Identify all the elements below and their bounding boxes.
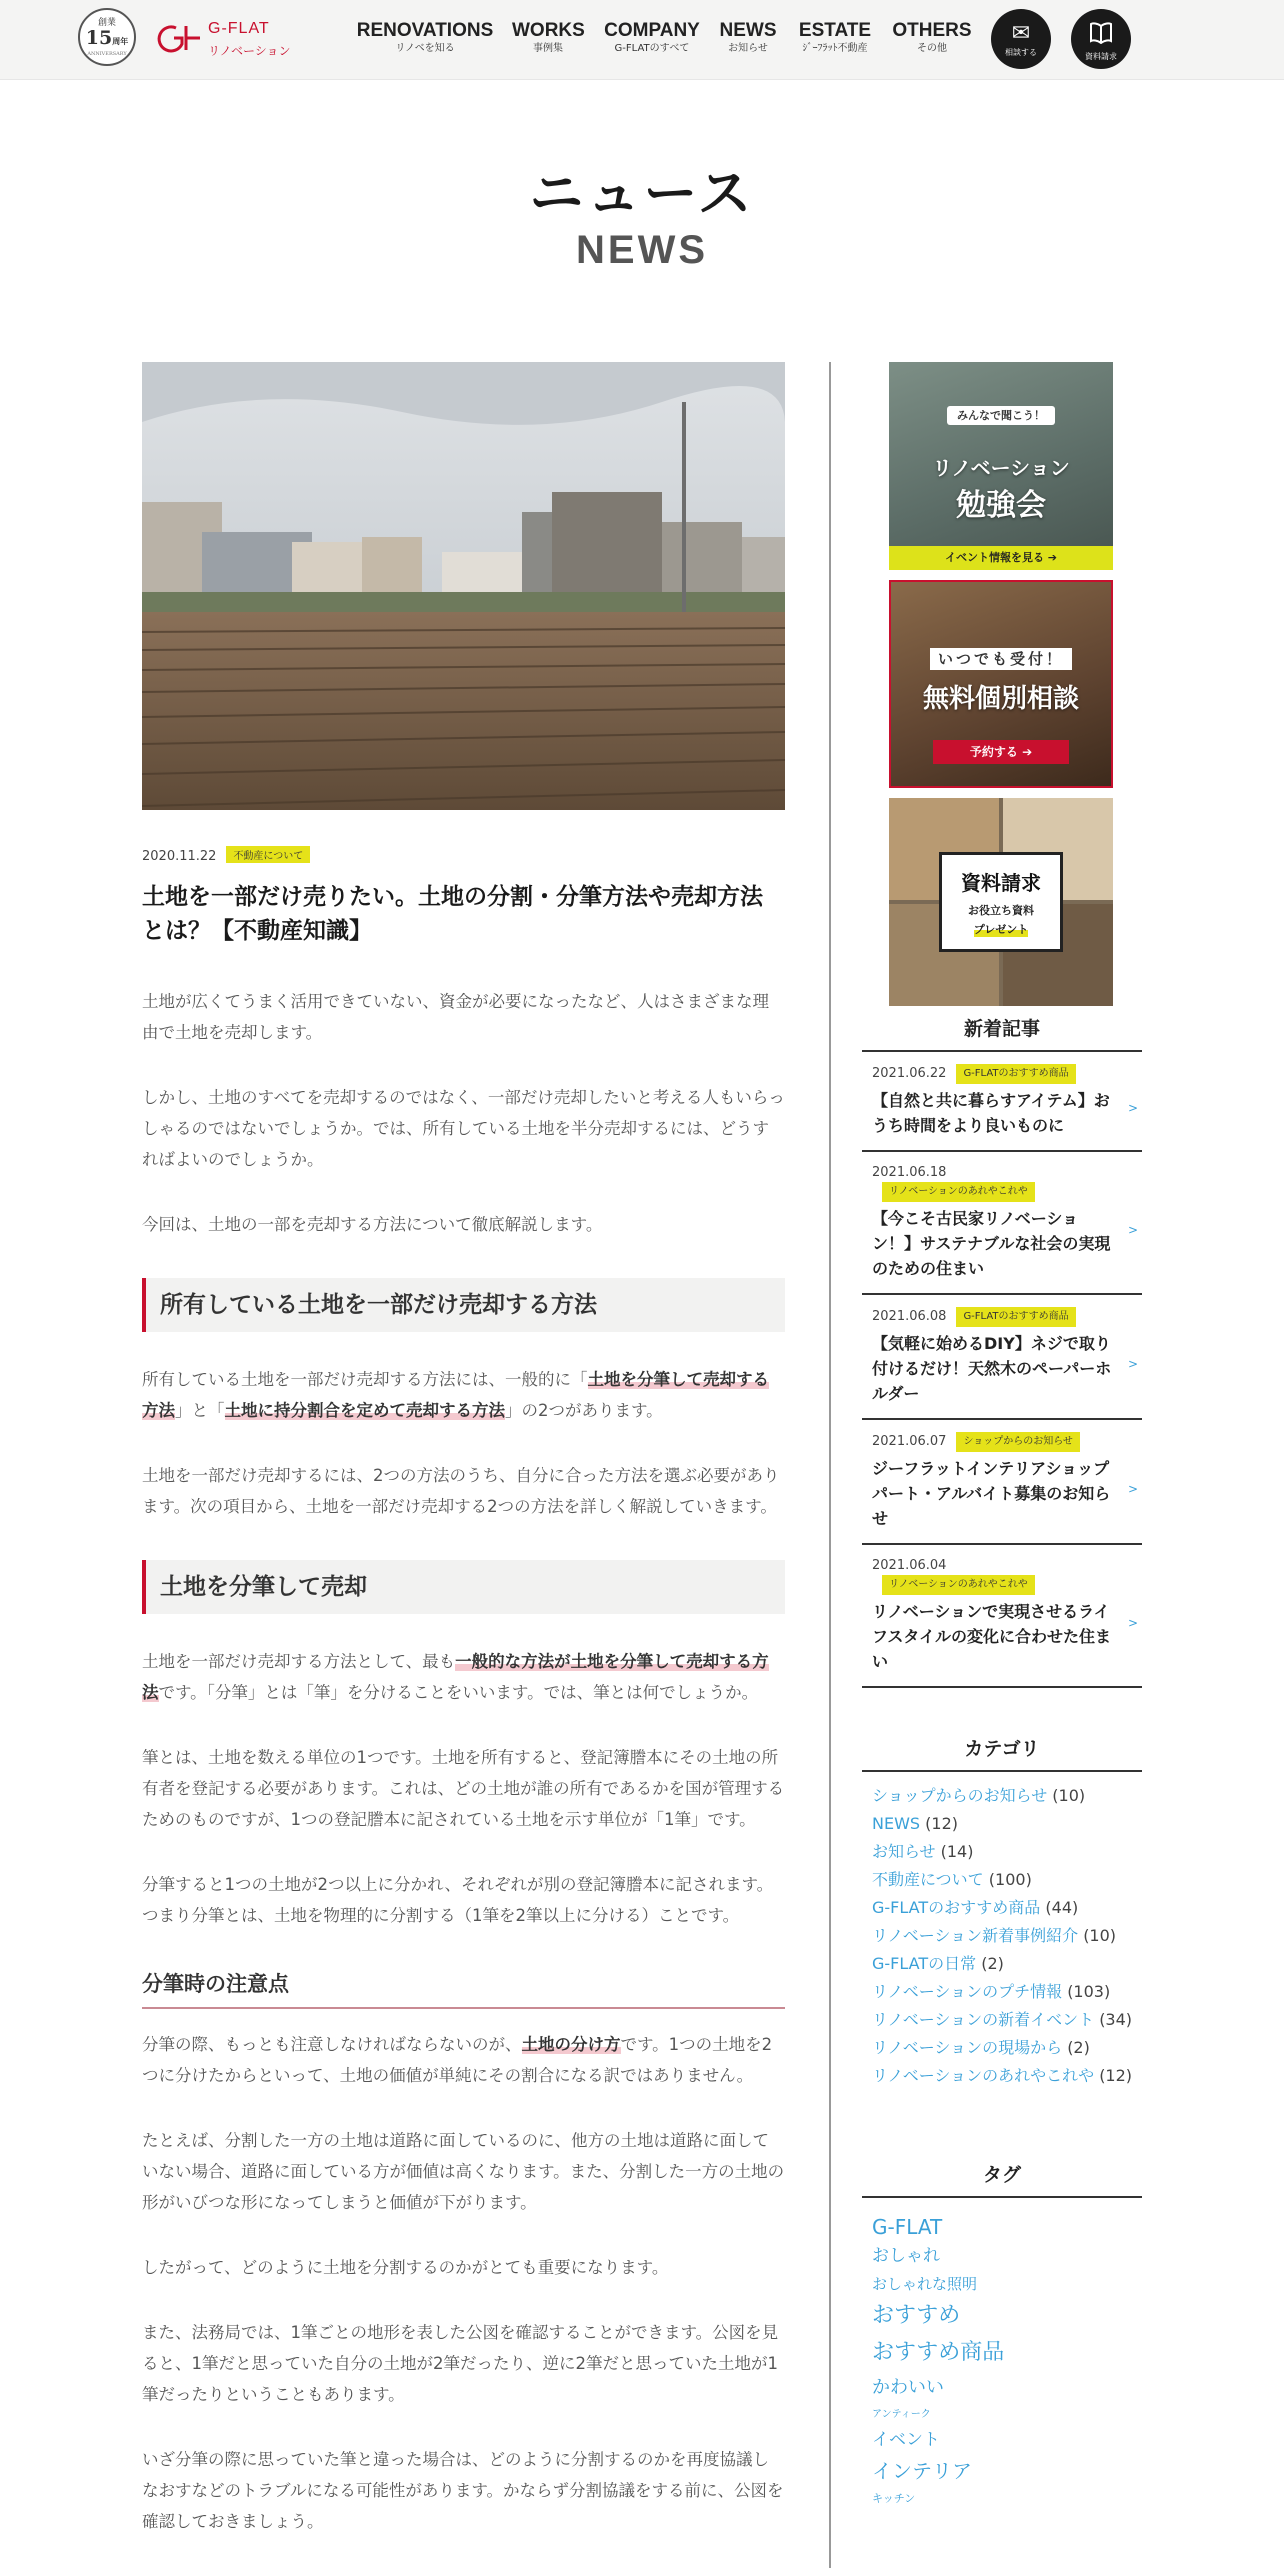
highlight-text: 土地の分け方: [521, 2035, 621, 2054]
recent-article-item[interactable]: [862, 1052, 1142, 1152]
tag-link[interactable]: おしゃれな照明: [872, 2275, 978, 2293]
article-paragraph: たとえば、分割した一方の土地は道路に面しているのに、他方の土地は道路に面していない場合、道路に面している方が価値は高くなります。また、分割した一方の土地の形がいびつな形になってしまうと価値が下がります。: [142, 2131, 785, 2212]
category-name: ショップからのお知らせ: [872, 1786, 1048, 1805]
page-title-ja: ニュース: [529, 162, 755, 225]
recent-article-item[interactable]: [862, 1420, 1142, 1545]
recent-category-badge: リノベーションのあれやこれや: [882, 1182, 1035, 1202]
free-consultation-banner[interactable]: [889, 580, 1113, 788]
badge-small: 周年: [112, 36, 129, 46]
category-count: (14): [940, 1842, 974, 1861]
nav-en: WORKS: [512, 20, 585, 41]
recent-title: リノベーションで実現させるライフスタイルの変化に合わせた住まい: [872, 1602, 1112, 1671]
page-title-en: NEWS: [576, 228, 708, 272]
category-name: リノベーションのプチ情報: [872, 1982, 1063, 2001]
category-count: (44): [1045, 1898, 1079, 1917]
article-paragraph: [142, 2029, 785, 2091]
nav-en: RENOVATIONS: [356, 20, 494, 41]
category-count: (103): [1067, 1982, 1111, 2001]
category-heading: カテゴリ: [862, 1736, 1142, 1772]
mail-icon: ✉: [1011, 21, 1031, 46]
tag-heading: タグ: [862, 2162, 1142, 2198]
banner-study-top: みんなで聞こう！: [947, 406, 1055, 425]
category-count: (34): [1099, 2010, 1133, 2029]
anniversary-badge: [78, 8, 136, 66]
section-heading: 土地を分筆して売却: [142, 1560, 785, 1614]
tag-link[interactable]: かわいい: [872, 2377, 944, 2398]
tag-link[interactable]: おすすめ商品: [872, 2340, 1005, 2365]
request-docs-button[interactable]: [1071, 9, 1131, 69]
banner-docs-sub2: プレゼント: [973, 923, 1029, 936]
category-name: お知らせ: [872, 1842, 936, 1861]
tag-link[interactable]: イベント: [872, 2430, 940, 2450]
category-item[interactable]: [872, 2006, 1142, 2034]
highlight-text: 土地を分筆して売却する方法: [142, 1370, 769, 1420]
highlight-text: 土地に持分割合を定めて売却する方法: [224, 1401, 505, 1420]
category-count: (2): [981, 1954, 1004, 1973]
recent-articles-heading: 新着記事: [862, 1016, 1142, 1052]
category-name: G-FLATのおすすめ商品: [872, 1898, 1041, 1917]
article-paragraph: [142, 1364, 785, 1426]
chevron-right-icon: >: [1127, 1101, 1138, 1115]
text-run: です。1つの土地を2つに分けたからといって、土地の価値が単純にその割合になる訳ではありません。: [142, 2035, 773, 2085]
chevron-right-icon: >: [1127, 1481, 1138, 1496]
chevron-right-icon: >: [1127, 1356, 1138, 1371]
banner-consult-top: いつでも受付！: [930, 648, 1072, 670]
category-item[interactable]: [872, 1978, 1142, 2006]
category-count: (12): [1099, 2066, 1133, 2085]
recent-article-item[interactable]: [862, 1295, 1142, 1420]
recent-date: 2021.06.08: [872, 1309, 947, 1324]
page-title: [0, 160, 1284, 272]
badge-sub: ANNIVERSARY: [87, 51, 127, 57]
recent-title: 【自然と共に暮らすアイテム】おうち時間をより良いものに: [872, 1091, 1110, 1135]
category-name: リノベーション新着事例紹介: [872, 1926, 1079, 1945]
category-item[interactable]: [872, 1950, 1142, 1978]
chevron-right-icon: >: [1127, 1615, 1138, 1630]
article-hero-image: [142, 362, 785, 810]
site-header: [0, 0, 1284, 80]
article-paragraph: いざ分筆の際に思っていた筆と違った場合は、どのように分割するのかを再度協議しなおすなどのトラブルになる可能性があります。かならず分割協議をする前に、公図を確認しておきましょう。: [142, 2450, 784, 2531]
category-item[interactable]: [872, 1782, 1142, 1810]
category-count: (10): [1083, 1926, 1117, 1945]
recent-article-item[interactable]: [862, 1545, 1142, 1688]
recent-category-badge: G-FLATのおすすめ商品: [956, 1307, 1075, 1327]
field-photo-image: [142, 362, 785, 810]
category-item[interactable]: [872, 1810, 1142, 1838]
nav-ja: リノベを知る: [395, 43, 455, 54]
nav-ja: G-FLATのすべて: [614, 43, 690, 54]
tag-link[interactable]: おしゃれ: [872, 2246, 940, 2266]
category-item[interactable]: [872, 1866, 1142, 1894]
study-session-banner[interactable]: [889, 362, 1113, 570]
text-run: 」の2つがあります。: [505, 1401, 663, 1420]
logo-sub: リノベーション: [208, 44, 291, 58]
article-paragraph: 分筆すると1つの土地が2つ以上に分かれ、それぞれが別の登記簿謄本に記されます。つまり分筆とは、土地を物理的に分割する（1筆を2筆以上に分ける）ことです。: [142, 1875, 774, 1925]
nav-ja: その他: [917, 43, 947, 54]
article-paragraph: 筆とは、土地を数える単位の1つです。土地を所有すると、登記簿謄本にその土地の所有者を登記する必要があります。これは、どの土地が誰の所有であるかを国が管理するためのものですが、1つの登記謄本に記されている土地を示す単位が「1筆」です。: [142, 1748, 785, 1829]
article-paragraph: したがって、どのように土地を分割するのかがとても重要になります。: [142, 2258, 669, 2277]
recent-date: 2021.06.18: [872, 1165, 947, 1180]
banner-study-main2: 勉強会: [956, 488, 1046, 523]
recent-category-badge: リノベーションのあれやこれや: [882, 1575, 1035, 1595]
category-item[interactable]: [872, 1894, 1142, 1922]
article-paragraph: [142, 1646, 785, 1708]
book-icon: [1071, 22, 1131, 50]
banner-consult-button-label: 予約する: [969, 745, 1018, 759]
recent-date: 2021.06.04: [872, 1558, 947, 1573]
category-count: (10): [1052, 1786, 1086, 1805]
tag-link[interactable]: インテリア: [872, 2459, 972, 2483]
category-name: G-FLATの日常: [872, 1954, 977, 1973]
article: [142, 362, 785, 2537]
logo-mark-icon: [156, 22, 204, 54]
recent-category-badge: ショップからのお知らせ: [956, 1432, 1080, 1452]
recent-title: 【今こそ古民家リノベーション！】サステナブルな社会の実現のための住まい: [872, 1209, 1111, 1278]
nav-others[interactable]: [890, 20, 974, 56]
category-name: NEWS: [872, 1814, 921, 1833]
banner-study-button-label: イベント情報を見る: [944, 551, 1044, 564]
article-paragraph: また、法務局では、1筆ごとの地形を表した公図を確認することができます。公図を見ると、1筆だと思っていた自分の土地が2筆だったり、逆に2筆だと思っていた土地が1筆だったりということもあります。: [142, 2323, 779, 2404]
article-paragraph: しかし、土地のすべてを売却するのではなく、一部だけ売却したいと考える人もいらっしゃるのではないでしょうか。では、所有している土地を半分売却するには、どうすればよいのでしょうか。: [142, 1088, 785, 1169]
article-paragraph: 今回は、土地の一部を売却する方法について徹底解説します。: [142, 1215, 603, 1234]
subsection-heading: 分筆時の注意点: [142, 1969, 785, 2009]
article-category-badge[interactable]: 不動産について: [226, 846, 310, 863]
nav-news[interactable]: [718, 20, 778, 56]
category-name: 不動産について: [872, 1870, 984, 1889]
nav-works[interactable]: [512, 20, 584, 56]
text-run: です。「分筆」とは「筆」を分けることをいいます。では、筆とは何でしょうか。: [158, 1683, 759, 1702]
banner-study-main1: リノベーション: [932, 456, 1070, 480]
recent-date: 2021.06.22: [872, 1066, 947, 1081]
category-item[interactable]: [872, 1838, 1142, 1866]
nav-ja: 事例集: [533, 43, 563, 54]
badge-number: [80, 28, 134, 51]
article-paragraph: 土地が広くてうまく活用できていない、資金が必要になったなど、人はさまざまな理由で土地を売却します。: [142, 992, 769, 1042]
highlight-text: 一般的な方法が土地を分筆して売却する方法: [142, 1652, 769, 1702]
chevron-right-icon: >: [1127, 1222, 1138, 1237]
category-item[interactable]: [872, 2062, 1142, 2090]
nav-en: COMPANY: [604, 20, 700, 41]
badge-label: 創業: [97, 18, 116, 28]
article-date: 2020.11.22: [142, 849, 217, 864]
recent-title: 【気軽に始めるDIY】ネジで取り付けるだけ！天然木のペーパーホルダー: [872, 1334, 1112, 1403]
tag-link[interactable]: おすすめ: [872, 2303, 961, 2328]
column-divider: [829, 362, 831, 2568]
article-paragraph: 土地を一部だけ売却するには、2つの方法のうち、自分に合った方法を選ぶ必要があります。次の項目から、土地を一部だけ売却する2つの方法を詳しく解説していきます。: [142, 1466, 780, 1516]
category-name: リノベーションの現場から: [872, 2038, 1063, 2057]
recent-title: ジーフラットインテリアショップ パート・アルバイト募集のお知らせ: [872, 1459, 1111, 1528]
nav-en: ESTATE: [798, 20, 872, 41]
text-run: 所有している土地を一部だけ売却する方法には、一般的に「: [142, 1370, 588, 1389]
badge-num: 15: [85, 27, 113, 49]
docs-label: 資料請求: [1085, 52, 1117, 61]
nav-ja: ｼﾞｰﾌﾗｯﾄ不動産: [802, 43, 868, 54]
site-logo[interactable]: [156, 20, 296, 60]
tag-cloud: [862, 2198, 1142, 2510]
nav-en: OTHERS: [892, 20, 972, 41]
article-meta: [142, 846, 785, 866]
contact-button[interactable]: [991, 9, 1051, 69]
nav-ja: お知らせ: [728, 43, 768, 54]
category-count: (2): [1067, 2038, 1090, 2057]
banner-consult-main: 無料個別相談: [922, 684, 1079, 714]
recent-date: 2021.06.07: [872, 1434, 947, 1449]
article-title: 土地を一部だけ売りたい。土地の分割・分筆方法や売却方法とは？【不動産知識】: [142, 884, 763, 944]
tag-link[interactable]: アンティーク: [872, 2409, 931, 2420]
category-name: リノベーションの新着イベント: [872, 2010, 1095, 2029]
category-item[interactable]: [872, 2034, 1142, 2062]
text-run: 土地を一部だけ売却する方法として、最も: [142, 1652, 456, 1671]
text-run: 」と「: [175, 1401, 225, 1420]
category-name: リノベーションのあれやこれや: [872, 2066, 1095, 2085]
banner-study-button[interactable]: イベント情報を見る ➔: [889, 546, 1113, 570]
nav-renovations[interactable]: [355, 20, 495, 56]
nav-company[interactable]: [602, 20, 702, 56]
text-run: 分筆の際、もっとも注意しなければならないのが、: [142, 2035, 522, 2054]
banner-docs-main: 資料請求: [961, 871, 1041, 895]
tag-link[interactable]: G-FLAT: [872, 2215, 943, 2239]
category-list: [862, 1772, 1142, 2090]
recent-article-item[interactable]: [862, 1152, 1142, 1295]
banner-docs-sub1: お役立ち資料: [968, 904, 1034, 917]
sidebar: [862, 362, 1142, 2510]
category-item[interactable]: [872, 1922, 1142, 1950]
banner-consult-button[interactable]: 予約する ➔: [933, 740, 1069, 764]
nav-estate[interactable]: [792, 20, 878, 56]
nav-en: NEWS: [719, 20, 777, 41]
section-heading: 所有している土地を一部だけ売却する方法: [142, 1278, 785, 1332]
category-count: (12): [925, 1814, 958, 1833]
recent-category-badge: G-FLATのおすすめ商品: [956, 1064, 1075, 1084]
logo-brand: G-FLAT: [208, 20, 270, 37]
tag-link[interactable]: キッチン: [872, 2492, 916, 2505]
contact-label: 相談する: [1005, 48, 1037, 57]
request-docs-banner[interactable]: [889, 798, 1113, 1006]
category-count: (100): [988, 1870, 1032, 1889]
